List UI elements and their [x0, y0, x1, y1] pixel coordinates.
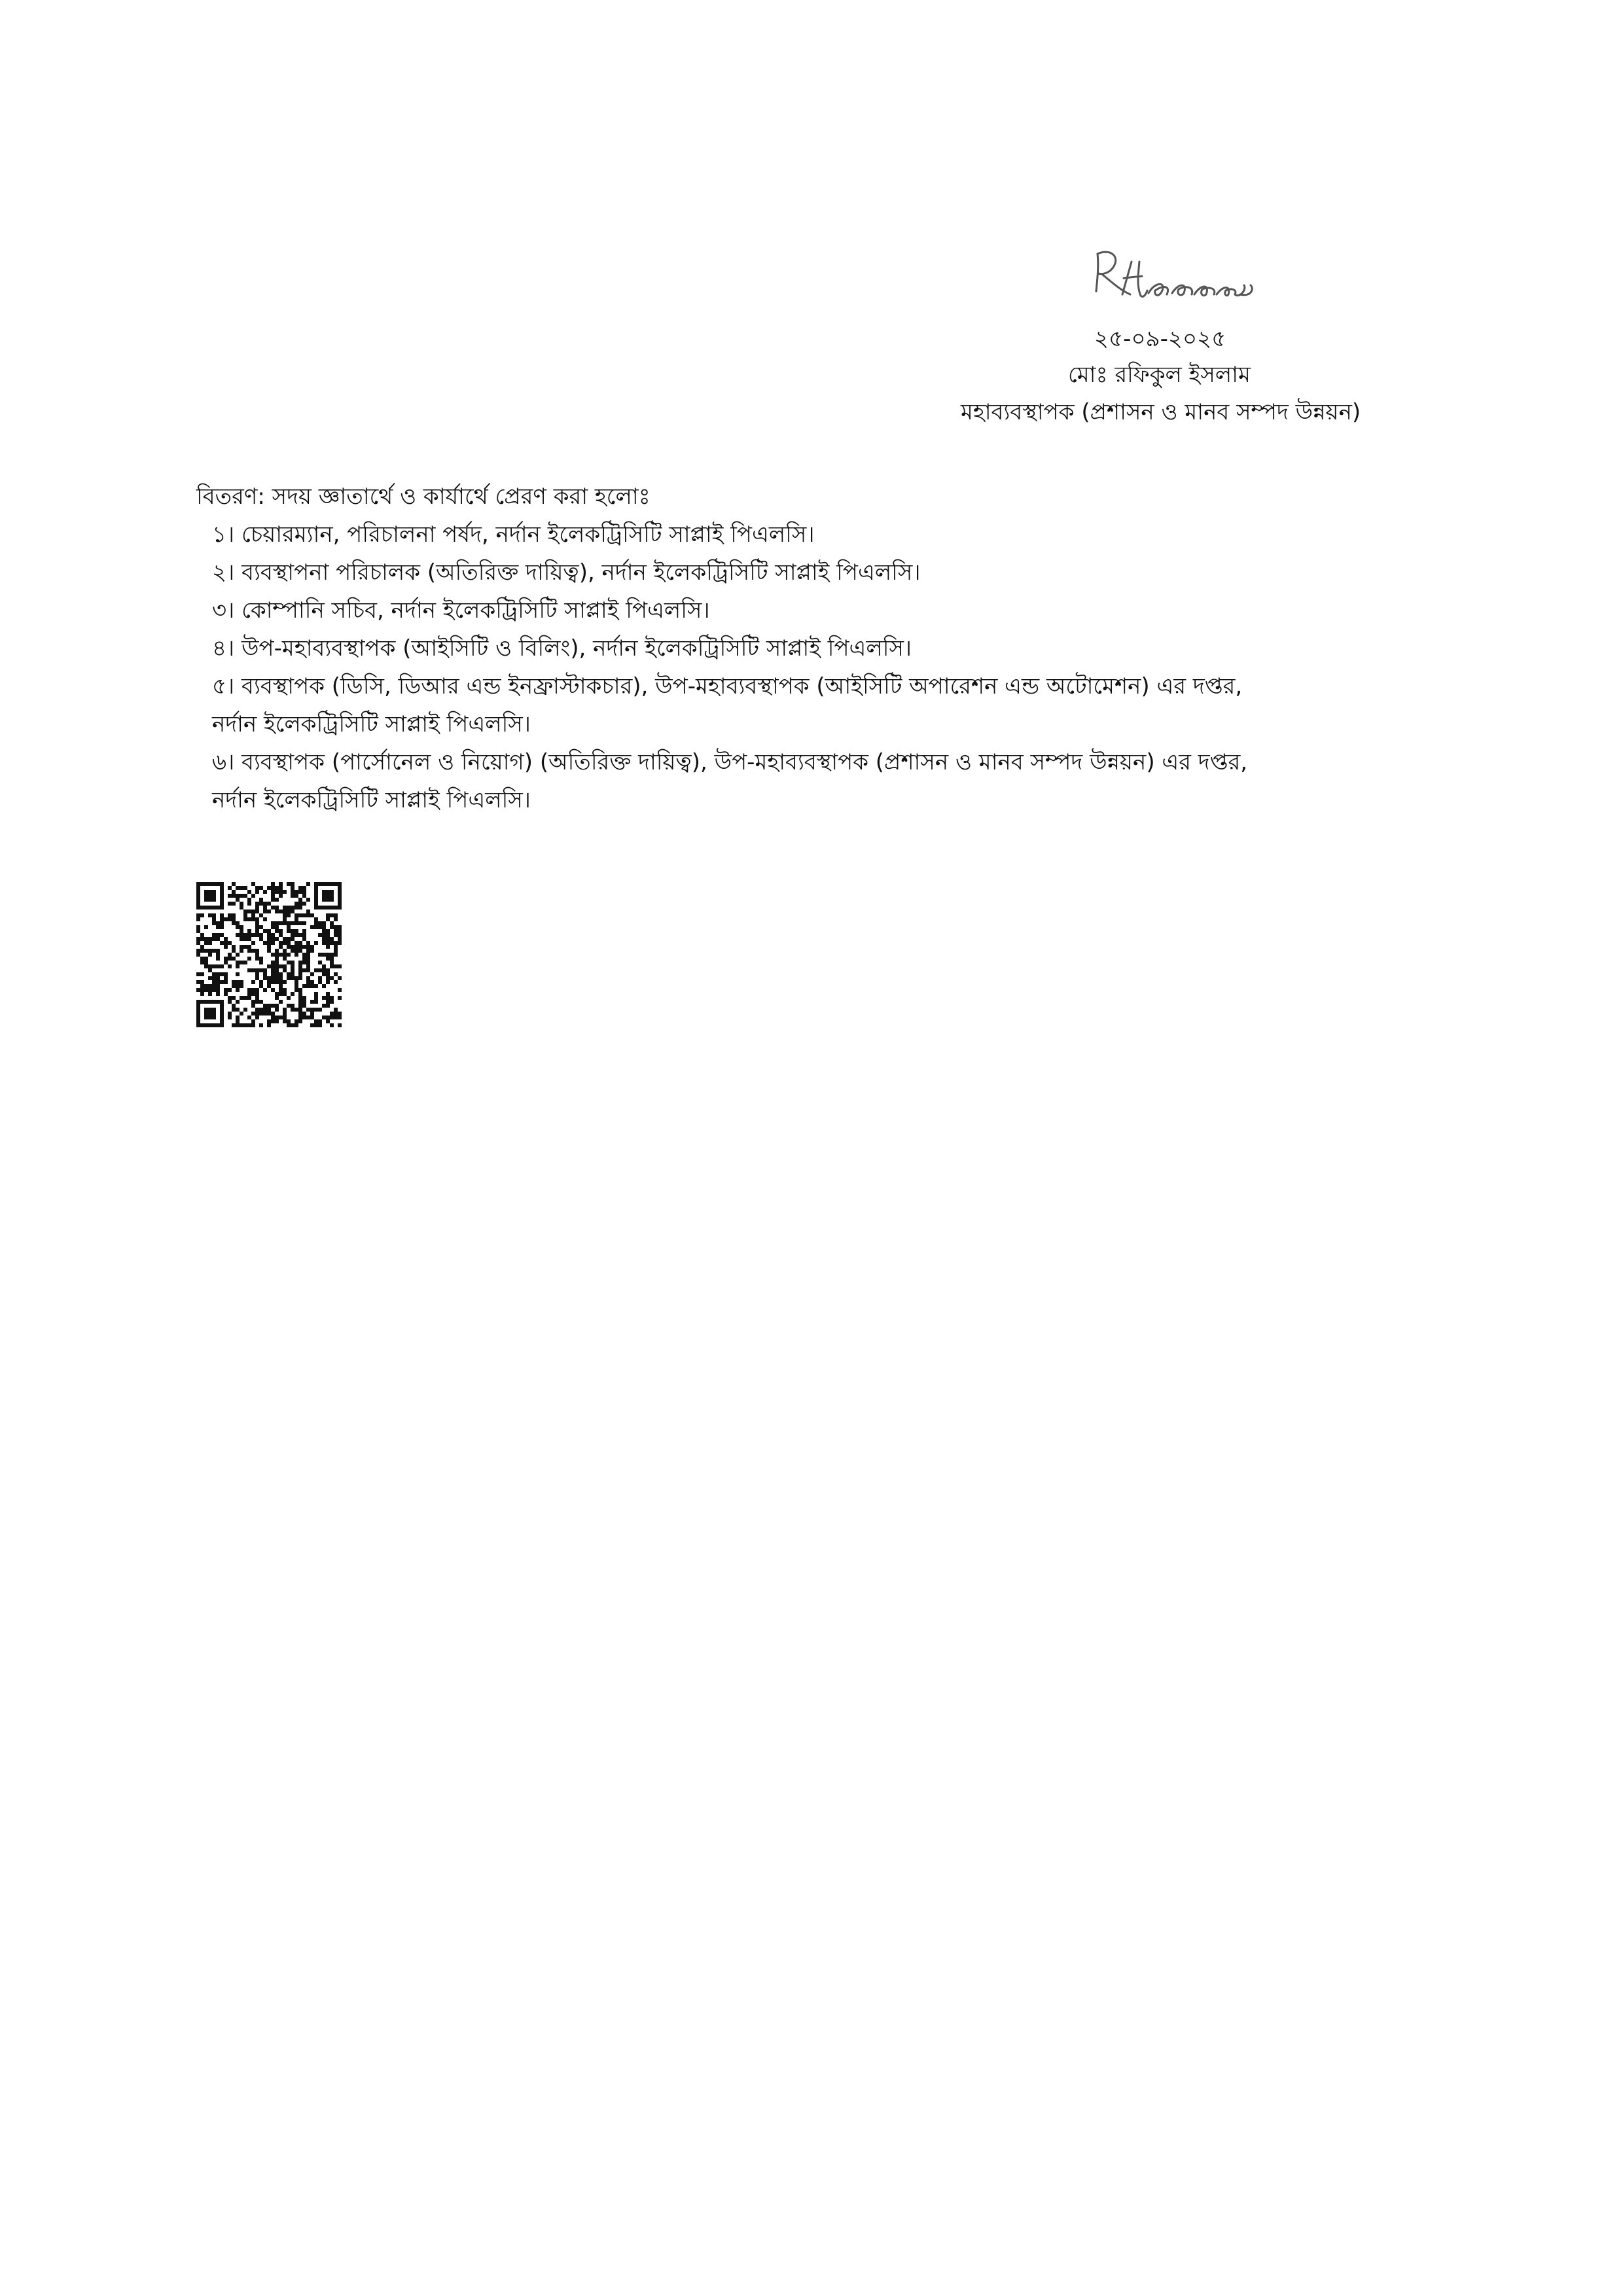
distribution-item	[196, 592, 1427, 629]
item-number: ১।	[212, 521, 235, 548]
item-text-continuation: নর্দান ইলেকট্রিসিটি সাপ্লাই পিএলসি।	[212, 711, 531, 737]
signatory-designation: মহাব্যবস্থাপক (প্রশাসন ও মানব সম্পদ উন্নয়ন)	[961, 399, 1361, 425]
item-text: চেয়ারম্যান, পরিচালনা পর্ষদ, নর্দান ইলেকট্রিসিটি সাপ্লাই পিএলসি।	[241, 521, 815, 548]
distribution-heading: বিতরণ: সদয় জ্ঞাতার্থে ও কার্যার্থে প্রেরণ করা হলোঃ	[196, 484, 651, 510]
distribution-item	[196, 743, 1427, 819]
item-text: উপ-মহাব্যবস্থাপক (আইসিটি ও বিলিং), নর্দান ইলেকট্রিসিটি সাপ্লাই পিএলসি।	[241, 635, 912, 662]
distribution-item	[196, 667, 1427, 743]
handwritten-signature	[1083, 242, 1299, 314]
qr-code	[196, 882, 342, 1027]
item-number: ৬।	[212, 749, 235, 775]
item-text: ব্যবস্থাপক (ডিসি, ডিআর এন্ড ইনফ্রাস্টাকচার), উপ-মহাব্যবস্থাপক (আইসিটি অপারেশন এন্ড অটোমেশন) এর দপ্তর,	[241, 673, 1243, 699]
item-number: ৪।	[212, 635, 235, 662]
signature-date: ২৫-০৯-২০২৫	[1094, 326, 1226, 352]
distribution-item	[196, 516, 1427, 554]
item-text: কোম্পানি সচিব, নর্দান ইলেকট্রিসিটি সাপ্লাই পিএলসি।	[241, 597, 710, 624]
distribution-item	[196, 554, 1427, 592]
distribution-item	[196, 629, 1427, 667]
item-text: ব্যবস্থাপক (পার্সোনেল ও নিয়োগ) (অতিরিক্ত দায়িত্ব), উপ-মহাব্যবস্থাপক (প্রশাসন ও মানব সম্পদ উন্নয়ন) এর দপ্তর,	[241, 749, 1248, 775]
distribution-section	[196, 478, 1427, 819]
item-number: ৫।	[212, 673, 235, 699]
item-number: ২।	[212, 559, 235, 586]
signatory-name: মোঃ রফিকুল ইসলাম	[1068, 362, 1251, 388]
item-text-continuation: নর্দান ইলেকট্রিসিটি সাপ্লাই পিএলসি।	[212, 787, 531, 813]
item-number: ৩।	[212, 597, 235, 624]
item-text: ব্যবস্থাপনা পরিচালক (অতিরিক্ত দায়িত্ব), নর্দান ইলেকট্রিসিটি সাপ্লাই পিএলসি।	[241, 559, 921, 586]
distribution-list	[196, 516, 1427, 819]
